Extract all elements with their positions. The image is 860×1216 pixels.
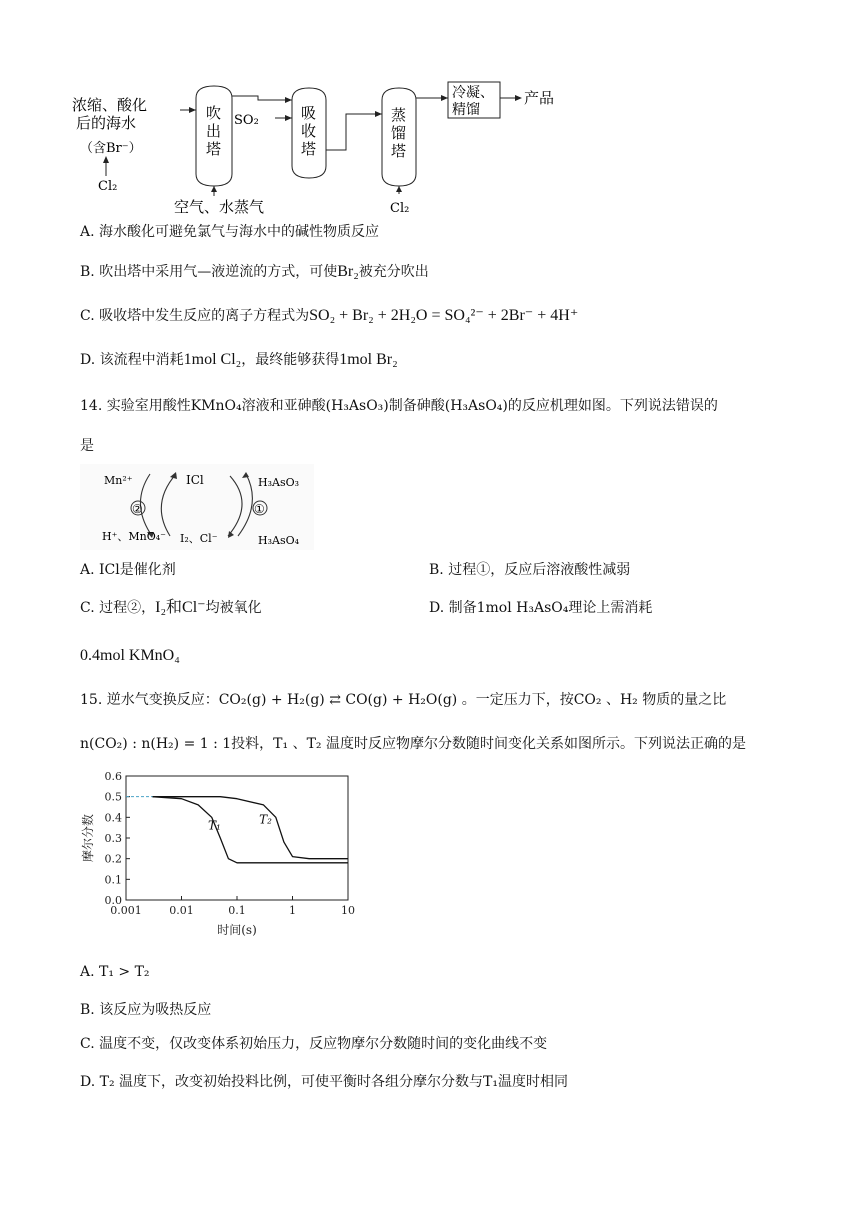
bromine-flow-diagram (70, 78, 570, 220)
step1-label: ① (254, 502, 265, 516)
air-steam-label: 空气、水蒸气 (174, 198, 265, 216)
x-axis-label: 时间(s) (217, 923, 257, 937)
q13-option-a[interactable]: A. 海水酸化可避免氯气与海水中的碱性物质反应 (80, 224, 380, 240)
tower3-char-3: 塔 (391, 142, 407, 160)
series-label-t1: T₁ (207, 818, 221, 833)
q15-stem-2: n(CO₂) : n(H₂) = 1 : 1投料，T₁ 、T₂ 温度时反应物摩尔分数随时间变化关系如图所示。下列说法正确的是 (80, 736, 746, 752)
q14-option-b[interactable]: B. 过程①，反应后溶液酸性减弱 (429, 562, 631, 578)
tower2-char-1: 吸 (301, 104, 317, 122)
mechanism-diagram (80, 464, 314, 550)
box-label-1: 冷凝、 (452, 85, 494, 101)
q14-option-d-cont: 0.4mol KMnO₄ (80, 647, 180, 664)
cl2-bottom-label: Cl₂ (390, 201, 410, 216)
y-tick-label: 0.0 (104, 894, 122, 907)
y-axis-label: 摩尔分数 (81, 813, 95, 863)
q13-option-c[interactable]: C. 吸收塔中发生反应的离子方程式为SO₂ + Br₂ + 2H₂O = SO₄²⁻ + 2Br⁻ + 4H⁺ (80, 307, 579, 324)
y-tick-label: 0.6 (104, 770, 122, 783)
series-line-1 (153, 797, 349, 863)
icl-label: ICl (186, 473, 204, 487)
feed-label-2: 后的海水 (76, 114, 137, 132)
h-mno4-label: H⁺、MnO₄⁻ (102, 530, 166, 543)
q15-option-c[interactable]: C. 温度不变，仅改变体系初始压力，反应物摩尔分数随时间的变化曲线不变 (80, 1036, 548, 1052)
y-tick-label: 0.4 (104, 811, 122, 825)
q14-option-c[interactable]: C. 过程②，I₂和Cl⁻均被氧化 (80, 599, 262, 616)
q15-stem-1: 15. 逆水气变换反应：CO₂(g) + H₂(g) ⇄ CO(g) + H₂O(g) 。一定压力下，按CO₂ 、H₂ 物质的量之比 (80, 692, 727, 708)
tower1-char-3: 塔 (206, 140, 222, 158)
tower1-char-1: 吹 (206, 104, 222, 122)
mn2-label: Mn²⁺ (104, 474, 133, 487)
y-tick-label: 0.5 (104, 790, 122, 804)
series-label-t2: T₂ (259, 812, 272, 827)
tower2-char-3: 塔 (301, 140, 317, 158)
x-tick-label: 1 (289, 904, 296, 917)
formula-br2: Br₂ (337, 263, 359, 280)
y-tick-label: 0.1 (104, 873, 122, 887)
x-tick-label: 0.1 (228, 904, 246, 917)
step2-label: ② (132, 502, 143, 516)
y-tick-label: 0.3 (104, 832, 122, 845)
mole-fraction-chart (80, 768, 370, 946)
i2-cl-label: I₂、Cl⁻ (180, 532, 218, 545)
h3aso4-label: H₃AsO₄ (258, 534, 300, 547)
q15-option-b[interactable]: B. 该反应为吸热反应 (80, 1002, 212, 1018)
plot-frame (126, 776, 348, 900)
x-tick-label: 10 (341, 904, 355, 917)
feed-label-1: 浓缩、酸化 (72, 96, 148, 114)
tower3-char-2: 馏 (391, 124, 407, 142)
cl2-label: Cl₂ (98, 179, 118, 194)
q14-option-a[interactable]: A. ICl是催化剂 (80, 562, 176, 578)
q15-option-a[interactable]: A. T₁ > T₂ (80, 964, 150, 980)
tower2-char-2: 收 (301, 122, 317, 140)
q14-stem-1: 14. 实验室用酸性KMnO₄溶液和亚砷酸(H₃AsO₃)制备砷酸(H₃AsO₄)的反应机理如图。下列说法错误的 (80, 398, 718, 414)
q13-option-d[interactable]: D. 该流程中消耗1mol Cl₂，最终能够获得1mol Br₂ (80, 351, 398, 368)
box-label-2: 精馏 (452, 102, 480, 118)
so2-label: SO₂ (234, 113, 259, 128)
h3aso3-label: H₃AsO₃ (258, 476, 300, 489)
series-line-2 (153, 797, 349, 859)
y-tick-label: 0.2 (104, 852, 122, 866)
q15-option-d[interactable]: D. T₂ 温度下，改变初始投料比例，可使平衡时各组分摩尔分数与T₁温度时相同 (80, 1074, 568, 1090)
product-label: 产品 (524, 89, 555, 107)
q13-option-b[interactable]: B. 吹出塔中采用气—液逆流的方式，可使Br₂被充分吹出 (80, 263, 429, 280)
x-tick-label: 0.001 (110, 904, 142, 917)
x-tick-label: 0.01 (169, 904, 194, 917)
q14-stem-2: 是 (80, 438, 94, 454)
ionic-equation: SO₂ + Br₂ + 2H₂O = SO₄²⁻ + 2Br⁻ + 4H⁺ (309, 307, 579, 324)
tower3-char-1: 蒸 (391, 106, 407, 124)
q14-option-d[interactable]: D. 制备1mol H₃AsO₄理论上需消耗 (429, 600, 653, 616)
tower1-char-2: 出 (206, 122, 222, 140)
feed-label-3: （含Br⁻） (80, 141, 142, 156)
